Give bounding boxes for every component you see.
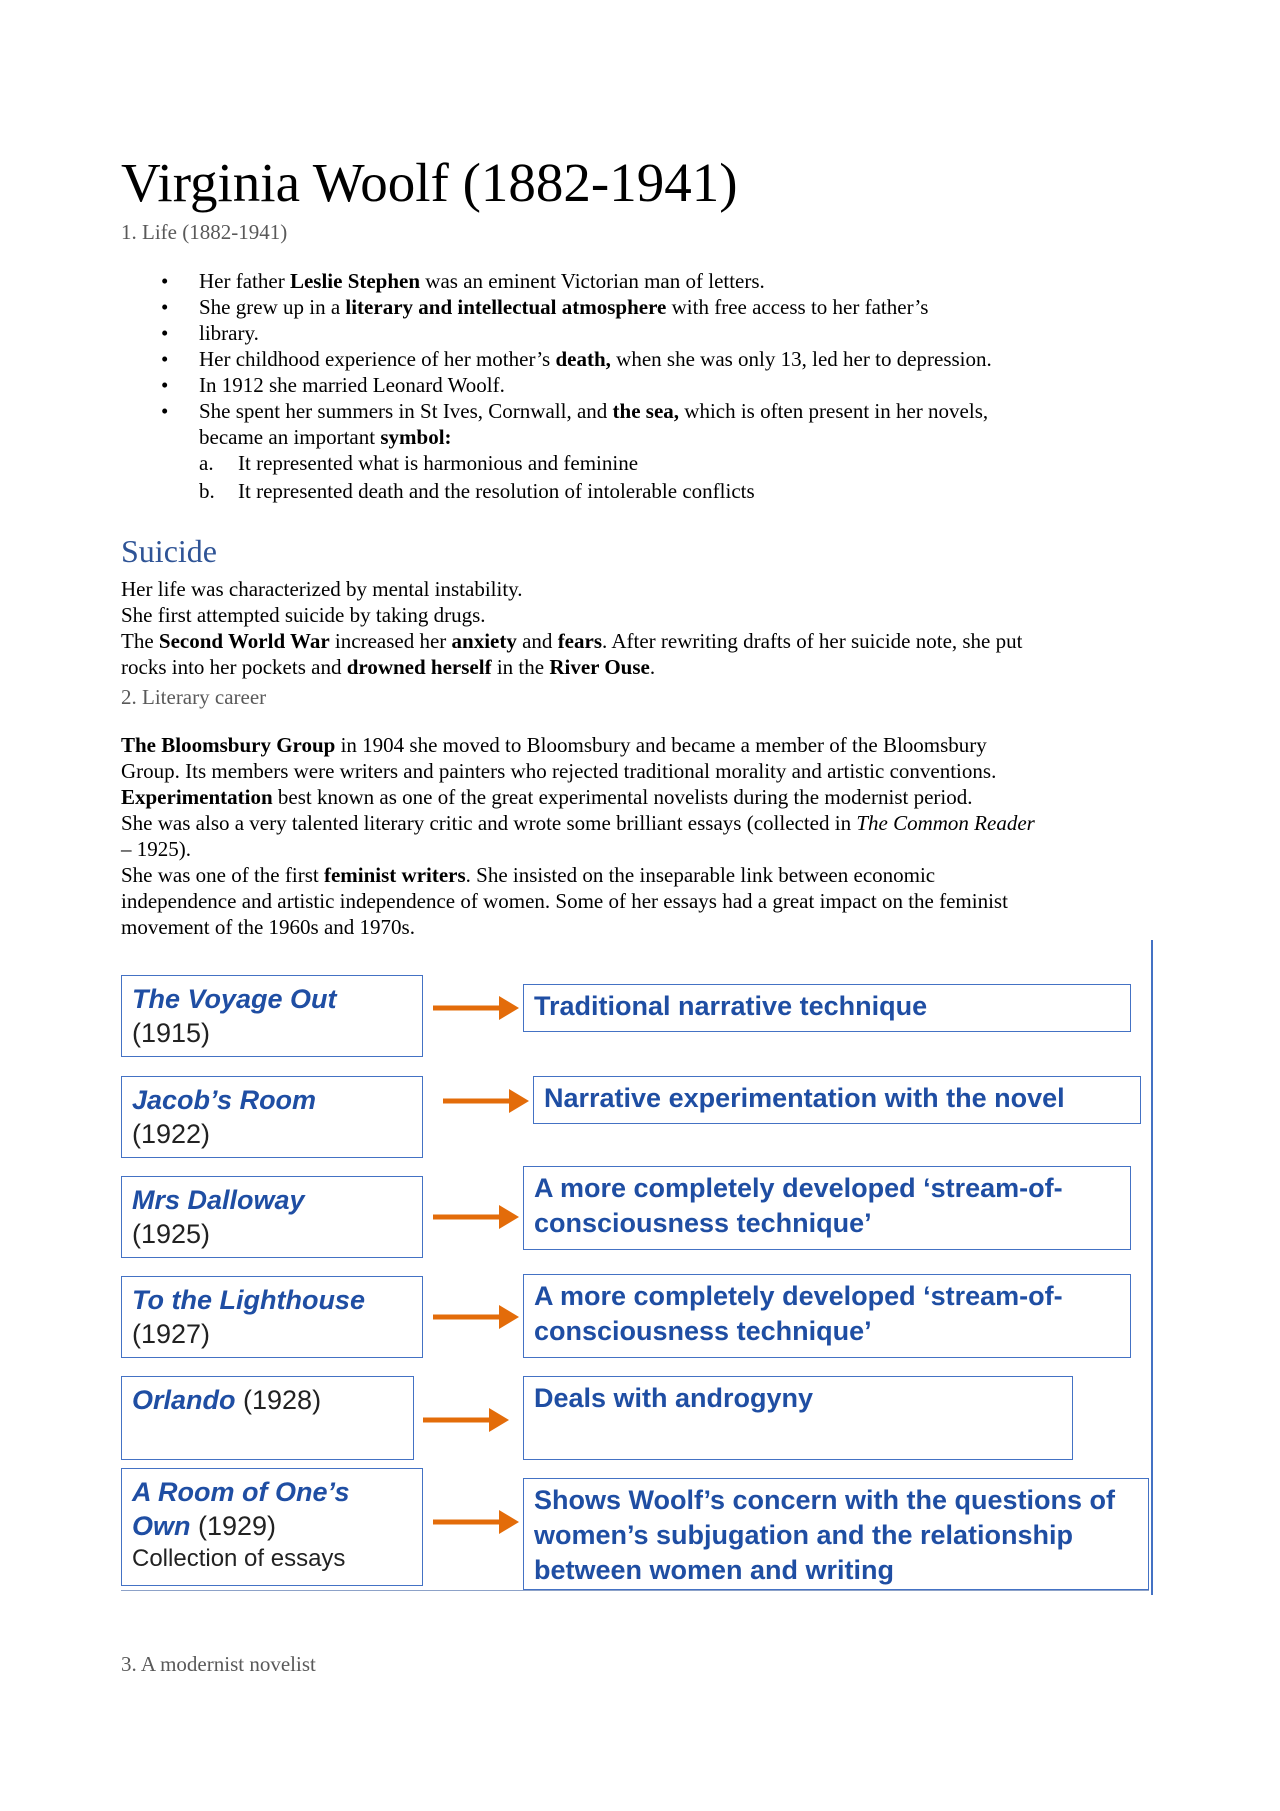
work-desc-to-the-lighthouse: A more completely developed ‘stream-of-consciousness technique’ xyxy=(523,1274,1131,1358)
suicide-heading: Suicide xyxy=(121,533,217,569)
work-box-voyage-out: The Voyage Out (1915) xyxy=(121,975,423,1057)
page-title: Virginia Woolf (1882-1941) xyxy=(121,152,738,213)
list-item: • library. xyxy=(161,321,259,345)
section-heading-life: 1. Life (1882-1941) xyxy=(121,220,288,244)
arrow-icon xyxy=(421,1405,511,1435)
list-item: • In 1912 she married Leonard Woolf. xyxy=(161,373,505,397)
life-bullet-list xyxy=(121,268,1101,504)
work-desc-room-of-ones-own: Shows Woolf’s concern with the questions of women’s subjugation and the relationship between women and writing xyxy=(523,1478,1149,1590)
work-desc-jacobs-room: Narrative experimentation with the novel xyxy=(533,1076,1141,1124)
suicide-paragraph: Her life was characterized by mental instability. She first attempted suicide by taking drugs. The Second World War increased her anxiety and fears. After rewriting drafts of her suicide note, she put rocks into her pockets and drowned herself in the River Ouse. xyxy=(121,577,1023,679)
list-item: a. It represented what is harmonious and feminine xyxy=(199,451,639,475)
section-heading-literary-career: 2. Literary career xyxy=(121,685,267,709)
list-item: • Her childhood experience of her mother’s death, when she was only 13, led her to depression. xyxy=(161,347,992,371)
diagram-right-border xyxy=(1151,940,1153,1595)
diagram-bottom-border xyxy=(121,1590,1149,1591)
career-paragraph: The Bloomsbury Group in 1904 she moved to Bloomsbury and became a member of the Bloomsbury Group. Its members were writers and painters who rejected traditional morality and artistic conventions. Experimentation best known as one of the great experimental novelists during the modernist period. She was also a very talented literary critic and wrote some brilliant essays (collected in The Common Reader – 1925). She was one of the first feminist writers. She insisted on the inseparable link between economic independence and artistic independence of women. Some of her essays had a great impact on the feminist movement of the 1960s and 1970s. xyxy=(121,733,1035,939)
work-desc-voyage-out: Traditional narrative technique xyxy=(523,984,1131,1032)
work-box-orlando: Orlando (1928) xyxy=(121,1376,414,1460)
work-box-to-the-lighthouse: To the Lighthouse (1927) xyxy=(121,1276,423,1358)
list-item: b. It represented death and the resolution of intolerable conflicts xyxy=(199,479,755,503)
arrow-icon xyxy=(431,993,521,1023)
section-heading-modernist: 3. A modernist novelist xyxy=(121,1652,316,1676)
list-item: • Her father Leslie Stephen was an eminent Victorian man of letters. xyxy=(161,269,765,293)
list-item: • She grew up in a literary and intellectual atmosphere with free access to her father’s xyxy=(161,295,929,319)
work-box-room-of-ones-own: A Room of One’s Own (1929) Collection of essays xyxy=(121,1468,423,1586)
work-desc-orlando: Deals with androgyny xyxy=(523,1376,1073,1460)
list-item: • She spent her summers in St Ives, Cornwall, and the sea, which is often present in her novels, became an important symbol: a. It represented what is harmonious and feminine b. It represented death and the resolution of intolerable conflicts xyxy=(121,398,1101,504)
arrow-icon xyxy=(441,1086,531,1116)
symbol-sublist xyxy=(121,450,1101,504)
work-desc-mrs-dalloway: A more completely developed ‘stream-of-consciousness technique’ xyxy=(523,1166,1131,1250)
arrow-icon xyxy=(431,1302,521,1332)
work-box-jacobs-room: Jacob’s Room (1922) xyxy=(121,1076,423,1158)
works-diagram xyxy=(121,940,1161,1600)
arrow-icon xyxy=(431,1507,521,1537)
work-box-mrs-dalloway: Mrs Dalloway (1925) xyxy=(121,1176,423,1258)
arrow-icon xyxy=(431,1202,521,1232)
